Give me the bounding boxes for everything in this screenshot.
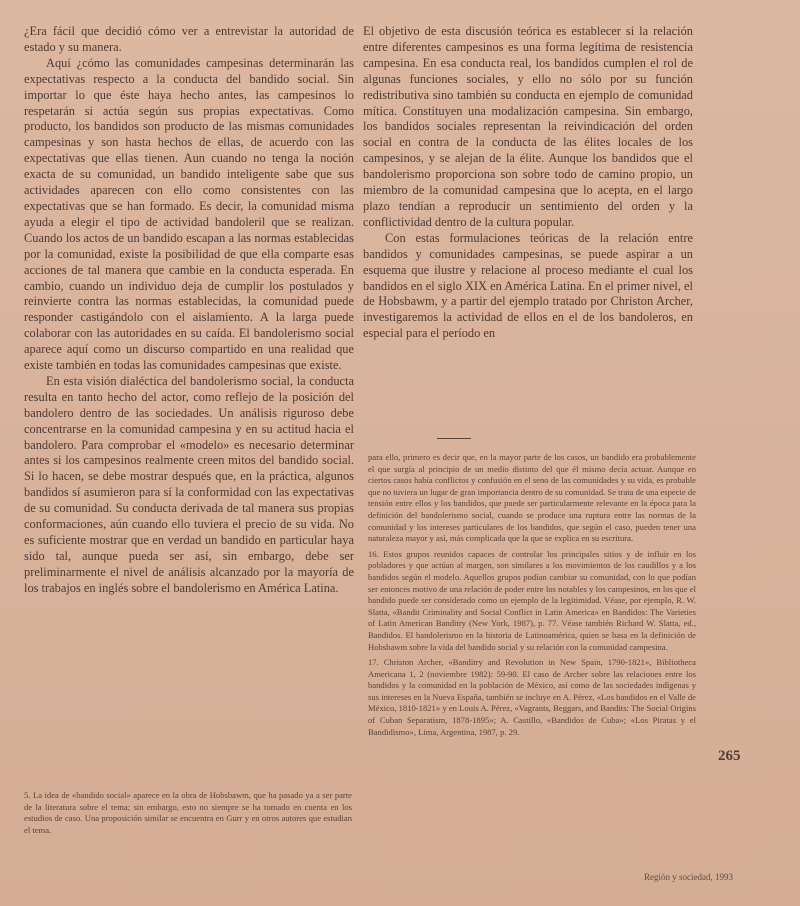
footnote-separator [437,438,471,439]
right-paragraph-2: Con estas formulaciones teóricas de la relación entre bandidos y comunidades campesinas, se puede aspirar a un esquema que ilustre y relacione al proceso mediante el cual los bandidos en el siglo XIX en América Latina. En el primer nivel, el de Hobsbawm, y a partir del ejemplo tratado por Christon Archer, investigaremos la actividad de ellos en el de los bandoleros, en especial para el período en [363,230,693,341]
page-number: 265 [718,748,741,764]
left-text-column [24,24,354,597]
right-paragraph-1: El objetivo de esta discusión teórica es establecer si la relación entre diferentes campesinos es una forma legítima de resistencia campesina. En esa conducta real, los bandidos cumplen el rol de algunas funciones sociales, y ello no sólo por su función redistributiva sino también su conducta en ejemplo de comunidad mítica. Constituyen una modalización campesina. Sin embargo, los bandidos sociales representan la reivindicación del orden social en contra de la conducta de las élites locales de los campesinos, y se alejan de la élite. Aunque los bandidos que el bandolerismo proporciona son sobre todo de camino propio, un miembro de la comunidad campesina que lo acepta, en el largo plazo tendían a reproducir un sentimiento del orden y la conflictividad dentro de la cultura popular. [363,24,693,229]
right-text-column [363,24,693,342]
footnote-continued: para ello, primero es decir que, en la mayor parte de los casos, un bandido era probablemente el que surgía al principio de un medio distinto del que él mismo decía actuar. Aunque en ciertos casos había conflictos y confusión en el seno de las comunidades y su vida, es probable que no tuviera un lugar de gran importancia dentro de su comunidad. Se trata de una especie de tensión entre ellos y los bandidos, que puede ser particularmente relevante en la época para la definición del bandolerismo social, cuando se produce una ruptura entre las normas de la comunidad y los intereses particulares de los bandidos, que según el caso, pueden tener una naturaleza mayor y así, más complicada que la que se explica en su escritura. [368,452,696,544]
left-paragraph-1: ¿Era fácil que decidió cómo ver a entrevistar la autoridad de estado y su manera. [24,24,354,54]
right-footnotes [368,452,696,742]
footnote-5: 5. La idea de «bandido social» aparece en la obra de Hobsbawm, que ha pasado ya a ser parte de la literatura sobre el tema; sin embargo, esto no siempre se ha tomado en cuenta en los estudios de caso. Una proposición similar se encuentra en Gurr y en otros autores que estudian el tema. [24,790,352,835]
journal-footer: Región y sociedad, 1993 [644,872,733,882]
footnote-17: 17. Christon Archer, «Banditry and Revolution in New Spain, 1790-1821», Bibliotheca Americana 1, 2 (noviembre 1982): 59-90. El caso de Archer sobre las relaciones entre los bandidos y la comunidad en la población de México, así como de las sociedades indígenas y sus intereses en la Nueva España, también se incluye en A. Pérez, «Los bandidos en el Valle de México, 1810-1821» y en Louis A. Pérez, «Vagrants, Beggars, and Bandits: The Social Origins of Cuban Separatism, 1878-1895»; A. Castillo, «Bandidos de Cuba»; «Los Piratas y el Bandidismo», Lima, Argentina, 1987, p. 29. [368,657,696,737]
left-paragraph-3: En esta visión dialéctica del bandolerismo social, la conducta resulta en tanto hecho del actor, como reflejo de la posición del bandolero dentro de las sociedades. Un análisis riguroso debe concentrarse en la comunidad campesina y en su actitud hacia el bandolero. Para comprobar el «modelo» es necesario determinar antes si los campesinos realmente creen mitos del bandido social. Si lo hacen, se debe mostrar después que, en la práctica, algunos bandidos sí asumieron para sí la conformidad con las expectativas de su comunidad. Su conducta derivada de tal manera sus propias conformaciones, aún cuando ello tuviera el precio de su vida. No es suficiente mostrar que en verdad un bandido en particular haya sido tal, aunque pueda ser así, sin embargo, debe ser preliminarmente el nivel de análisis alcanzado por la mayoría de los trabajos en inglés sobre el bandolerismo en América Latina. [24,373,354,595]
left-footnote [24,790,352,840]
left-paragraph-2: Aquí ¿cómo las comunidades campesinas determinarán las expectativas respecto a la conducta del bandido social. Sin importar lo que éste haya hecho antes, las campesinos lo respetarán si actúa según sus propias expectativas. Como producto, los bandidos son producto de las mismas comunidades campesinas y son hasta hechos de ellas, de acuerdo con las expectativas que ellas tienen. Aun cuando no tenga la noción exacta de su comunidad, un bandido inteligente sabe que sus actividades aparecen con ello como consistentes con las expectativas que se han formado. Es decir, la comunidad misma ayuda a elegir el tipo de actividad bandoleril que se realizan. Cuando los actos de un bandido escapan a las normas establecidas por la comunidad, existe la posibilidad de que ella comparte esas acciones de tal manera que cambie en la conducta esperada. En cambio, cuando un individuo deja de cumplir los postulados y reinvierte contra las normas establecidas, la comunidad puede responder castigándolo con el aislamiento. A la larga puede colaborar con las autoridades en su caída. El bandolerismo social aparece aquí como un discurso compartido en una realidad que existe también en todas las comunidades campesinas que existe. [24,55,354,373]
footnote-16: 16. Estos grupos reunidos capaces de controlar los principales sitios y de influir en los pobladores y que actúan al margen, son similares a los movimientos de los caudillos y a los bandidos según el modelo. Aquellos grupos podían cambiar su comunidad, con lo que podían ser entonces motivo de una relación de poder entre los notables y los campesinos, en los que el bandido puede ser considerado como un ejemplo de la legitimidad. Véase, por ejemplo, R. W. Slatta, «Bandit Criminality and Social Conflict in Latin America» en Bandidos: The Varieties of Latin American Banditry (New York, 1987), p. 77. Véase también Richard W. Slatta, ed., Bandidos. El bandolerismo en la historia de Latinoamérica, quien se basa en la definición de Hobsbawm sobre la vida del bandido social y su relación con la comunidad campesina. [368,548,696,652]
